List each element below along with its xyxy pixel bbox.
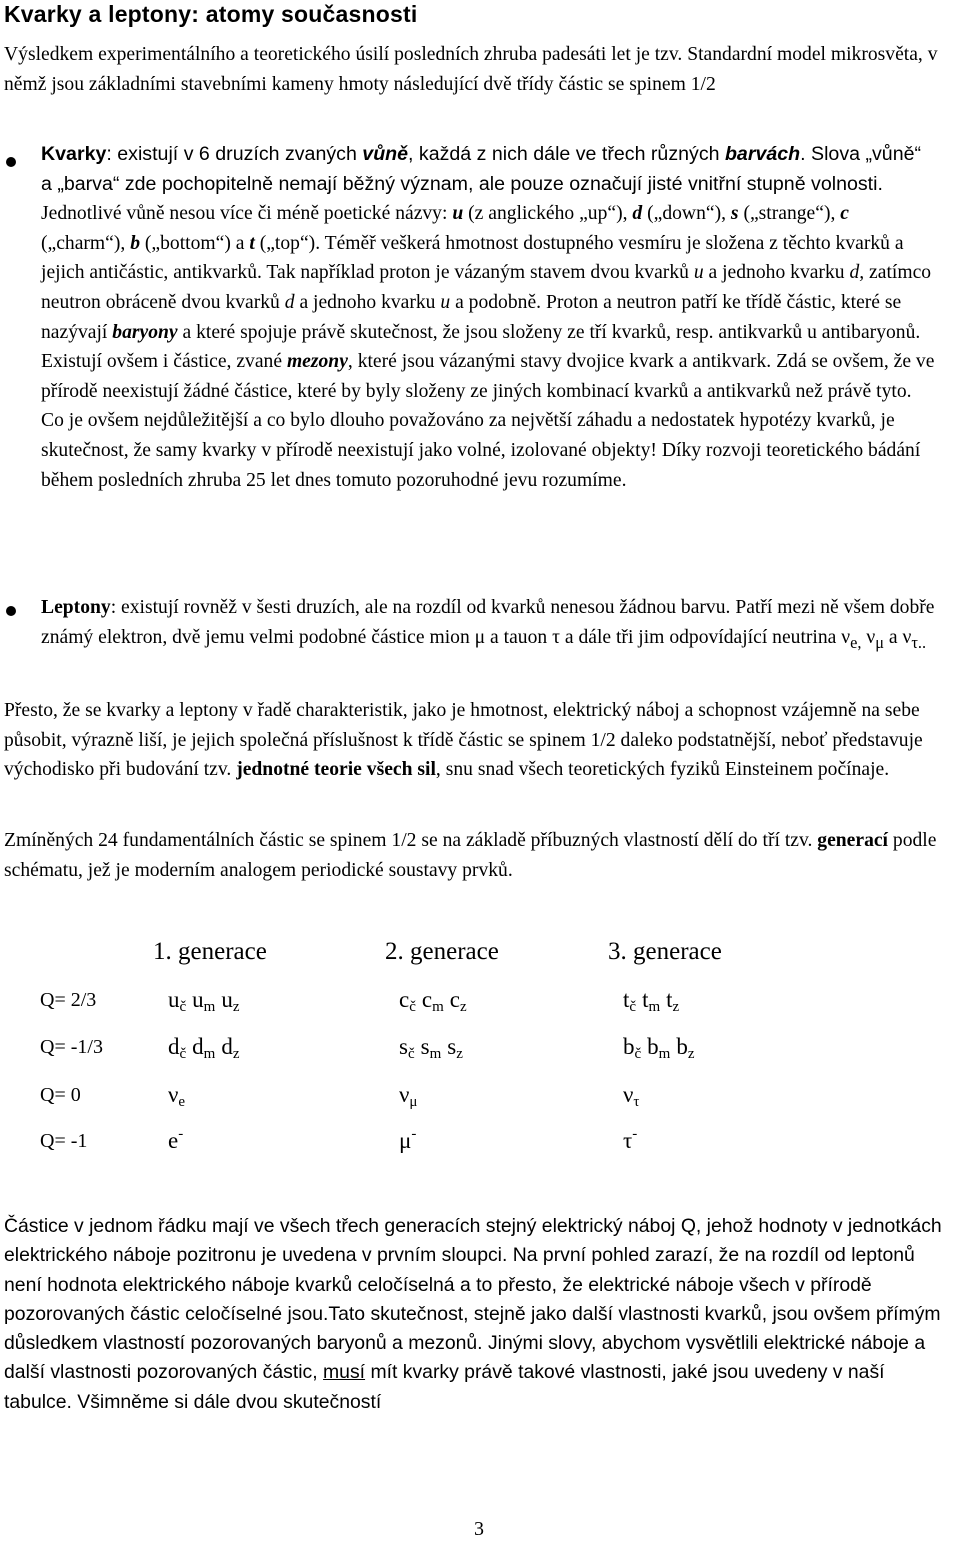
particle-cell	[168, 1034, 240, 1060]
particle-symbol: $b_z$	[676, 1034, 695, 1062]
particle-symbol: $b_č$	[623, 1034, 642, 1062]
particle-cell	[399, 1034, 463, 1060]
particle-symbol: $t_m$	[642, 987, 661, 1015]
bullet-dot	[6, 157, 16, 167]
particle-symbol: $u_z$	[221, 987, 240, 1015]
paragraph-unified-theory: Přesto, že se kvarky a leptony v řadě charakteristik, jako je hmotnost, elektrický náboj a schopnost vzájemně na sebe působit, výrazně liší, je jejich společná příslušnost k třídě částic se spinem 1/2 daleko podstatnější, neboť představuje východisko při budování tzv. jednotné teorie všech sil, snu snad všech teoretických fyziků Einsteinem počínaje.	[4, 700, 923, 780]
particle-cell	[168, 1082, 185, 1108]
particle-cell	[623, 987, 679, 1013]
page-title: Kvarky a leptony: atomy současnosti	[4, 1, 418, 27]
particle-symbol: $d_z$	[221, 1034, 240, 1062]
particle-symbol: $c_m$	[421, 987, 444, 1015]
particle-symbol: $\nu_\mu$	[399, 1082, 418, 1110]
paragraph-generations: Zmíněných 24 fundamentálních částic se spinem 1/2 se na základě příbuzných vlastností dělí do tří tzv. generací podle schématu, jež je moderním analogem periodické soustavy prvků.	[4, 830, 937, 881]
generation-header-1: 1. generace	[153, 938, 267, 965]
particle-symbol: $d_m$	[192, 1034, 216, 1062]
particle-cell	[399, 987, 467, 1013]
bullet-dot	[6, 606, 16, 616]
charge-label: Q= -1/3	[40, 1036, 103, 1058]
generation-header-3: 3. generace	[608, 938, 722, 965]
particle-symbol: $s_č$	[399, 1034, 415, 1062]
particle-symbol: $\nu_\tau$	[623, 1082, 640, 1110]
generation-header-2: 2. generace	[385, 938, 499, 965]
page-number: 3	[474, 1518, 484, 1540]
leptons-text: Leptony: existují rovněž v šesti druzích, ale na rozdíl od kvarků nenesou žádnou barvu. Patří mezi ně všem dobře známý elektron, dvě jemu velmi podobné částice mion μ a tauon τ a dále tři jim odpovídající neutrina $\nu_{e,}$ $\nu_\mu$ a $\nu_{\tau..}$	[41, 597, 935, 652]
particle-symbol: μ-	[399, 1126, 417, 1153]
term-barvach: barvách	[724, 143, 801, 165]
intro-text: Výsledkem experimentálního a teoretického úsilí posledních zhruba padesáti let je tzv. Standardní model mikrosvěta, v němž jsou základními stavebními kameny hmoty následující dvě třídy částic se spinem 1/2	[4, 44, 938, 95]
term-baryony: baryony	[112, 321, 178, 343]
particle-symbol: $u_č$	[168, 987, 187, 1015]
particle-symbol: e-	[168, 1126, 184, 1153]
particle-symbol: $c_z$	[449, 987, 467, 1015]
flavor-u: u	[452, 203, 464, 225]
charge-label: Q= 2/3	[40, 989, 97, 1011]
particle-cell	[399, 1082, 417, 1108]
particle-symbol: $c_č$	[399, 987, 416, 1015]
quarks-text: Kvarky: existují v 6 druzích zvaných vůně, každá z nich dále ve třech různých barvách. Slova „vůně“ a „barva“ zde pochopitelně nemají běžný význam, ale pouze označují jisté vnitřní stupně volnosti. Jednotlivé vůně nesou více či méně poetické názvy: u (z anglického „up“), d („down“), s („strange“), c („charm“), b („bottom“) a t („top“). Téměř veškerá hmotnost dostupného vesmíru je složena z těchto kvarků a jejich antičástic, antikvarků. Tak například proton je vázaným stavem dvou kvarků u a jednoho kvarku d, zatímco neutron obráceně dvou kvarků d a jednoho kvarku u a podobně. Proton a neutron patří ke třídě částic, které se nazývají baryony a které spojuje právě skutečnost, že jsou složeny ze tří kvarků, resp. antikvarků u antibaryonů. Existují ovšem i částice, zvané mezony, které jsou vázanými stavy dvojice kvark a antikvark. Zdá se ovšem, že ve přírodě neexistují žádné částice, které by byly složeny ze jiných kombinací kvarků a antikvarků než právě tyto. Co je ovšem nejdůležitější a co bylo dlouho považováno za největší záhadu a nedostatek hypotézy kvarků, je skutečnost, že samy kvarky v přírodě neexistují jako volné, izolované objekty! Díky rozvoji teoretického bádání během posledních zhruba 25 let dnes tomuto pozoruhodné jevu rozumíme.	[41, 143, 935, 491]
intro-paragraph	[4, 40, 940, 99]
flavor-t: t	[249, 232, 255, 254]
flavor-c: c	[840, 203, 849, 225]
particle-symbol: $s_z$	[447, 1034, 463, 1062]
term-mezony: mezony	[286, 351, 348, 373]
particle-symbol: $\nu_e$	[168, 1082, 186, 1110]
quarks-label: Kvarky	[41, 143, 107, 165]
particle-symbol: $t_z$	[666, 987, 680, 1015]
term-unified-theory: jednotné teorie všech sil	[236, 759, 436, 780]
term-vune: vůně	[362, 143, 409, 165]
charge-label: Q= -1	[40, 1130, 88, 1152]
particle-symbol: $d_č$	[168, 1034, 187, 1062]
flavor-b: b	[130, 232, 140, 254]
particle-cell	[623, 1128, 637, 1154]
particle-cell	[623, 1082, 639, 1108]
particle-cell	[168, 987, 240, 1013]
particle-symbol: τ-	[623, 1126, 638, 1153]
flavor-d: d	[632, 203, 643, 225]
particle-symbol: $t_č$	[623, 987, 637, 1015]
paragraph-charges: Částice v jednom řádku mají ve všech třech generacích stejný elektrický náboj Q, jehož hodnoty v jednotkách elektrického náboje pozitronu je uvedena v prvním sloupci. Na první pohled zarazí, že na rozdíl od leptonů není hodnota elektrického náboje kvarků celočíselná a to přesto, že elektrické náboje všech v přírodě pozorovaných částic celočíselné jsou.Tato skutečnost, stejně jako další vlastnosti kvarků, jsou ovšem přímým důsledkem vlastností pozorovaných baryonů a mezonů. Jinými slovy, abychom vysvětlili elektrické náboje a další vlastnosti pozorovaných částic, musí mít kvarky právě takové vlastnosti, jaké jsou uvedeny v naší tabulce. Všimněme si dále dvou skutečností	[4, 1215, 942, 1413]
term-musi: musí	[323, 1361, 366, 1384]
particle-cell	[168, 1128, 183, 1154]
particle-symbol: $s_m$	[420, 1034, 442, 1062]
charge-label: Q= 0	[40, 1084, 81, 1106]
particle-symbol: $u_m$	[192, 987, 216, 1015]
particle-symbol: $b_m$	[647, 1034, 671, 1062]
particle-cell	[399, 1128, 416, 1154]
particle-cell	[623, 1034, 695, 1060]
leptons-label: Leptony	[41, 597, 111, 618]
flavor-s: s	[730, 203, 739, 225]
term-generace: generací	[817, 830, 889, 851]
